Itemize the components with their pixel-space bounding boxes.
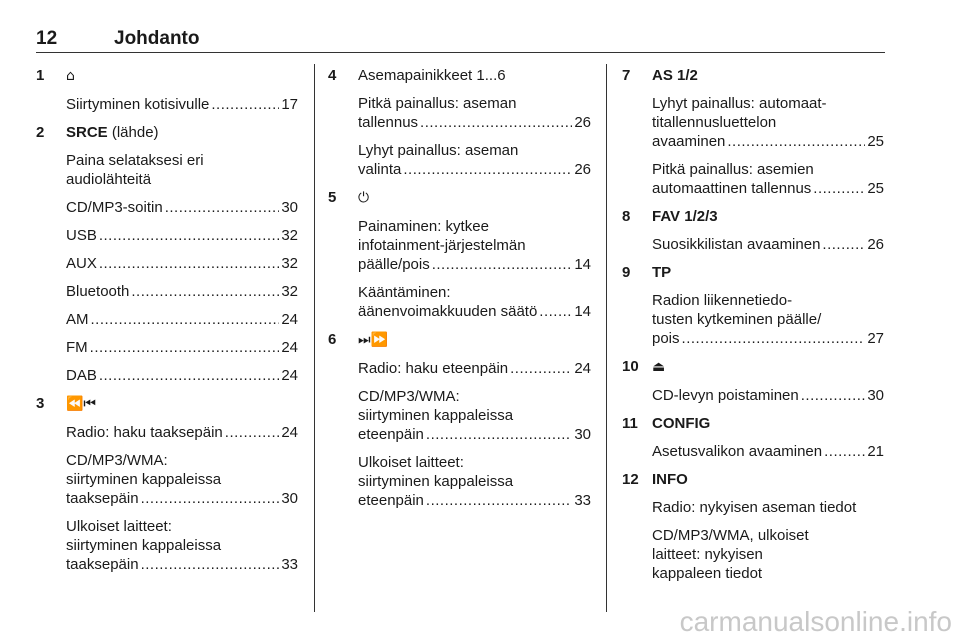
dot-leader (813, 179, 865, 198)
description-entry (358, 453, 591, 510)
control-description: (lähde) (107, 124, 159, 141)
reference-page: 32 (281, 283, 298, 300)
description-entry (652, 291, 884, 348)
page-reference (66, 226, 298, 245)
control-symbol-icon: ⏻ (358, 190, 370, 206)
legend-item (328, 66, 591, 179)
reference-text: päälle/pois (358, 256, 430, 273)
dot-leader (91, 310, 280, 329)
column-2 (328, 66, 591, 519)
description-entry (358, 359, 591, 378)
page-reference (652, 235, 884, 254)
page-reference (358, 359, 591, 378)
page-number: 12 (36, 28, 58, 49)
description-line: CD/MP3/WMA: (358, 388, 460, 405)
page-reference (358, 113, 591, 132)
item-heading (358, 188, 591, 208)
dot-leader (141, 555, 280, 574)
item-number: 1 (36, 67, 45, 84)
dot-leader (682, 329, 866, 348)
reference-page: 26 (574, 161, 591, 178)
control-symbol-icon: ⏪⏮ (66, 396, 97, 412)
reference-page: 24 (281, 367, 298, 384)
description-line: Pitkä painallus: asemien (652, 161, 814, 178)
dot-leader (727, 132, 865, 151)
item-heading (66, 394, 298, 414)
reference-page: 30 (867, 387, 884, 404)
description-line: siirtyminen kappaleissa (358, 473, 514, 490)
description-entry (652, 442, 884, 461)
dot-leader (426, 425, 572, 444)
description-line: audiolähteitä (66, 171, 152, 188)
description-entry (66, 423, 298, 442)
dot-leader (822, 235, 865, 254)
page-reference (652, 386, 884, 405)
column-1 (36, 66, 298, 583)
item-heading (66, 123, 298, 142)
description-line: kappaleen tiedot (652, 565, 763, 582)
control-name: CONFIG (652, 415, 711, 432)
reference-text: Radio: haku eteenpäin (358, 360, 509, 377)
description-line: Kääntäminen: (358, 284, 451, 301)
reference-page: 24 (281, 424, 298, 441)
reference-text: AM (66, 311, 89, 328)
reference-page: 25 (867, 180, 884, 197)
reference-page: 24 (281, 339, 298, 356)
item-number: 6 (328, 331, 337, 348)
reference-text: Bluetooth (66, 283, 130, 300)
page-reference (66, 95, 298, 114)
dot-leader (432, 255, 573, 274)
description-entry (66, 151, 298, 189)
description-entry (66, 282, 298, 301)
reference-page: 30 (281, 490, 298, 507)
item-heading (652, 207, 884, 226)
control-description: Asemapainikkeet 1...6 (358, 67, 506, 84)
page-title: Johdanto (114, 28, 200, 49)
legend-item (622, 414, 884, 461)
reference-text: DAB (66, 367, 97, 384)
description-entry (66, 95, 298, 114)
reference-page: 33 (281, 556, 298, 573)
reference-text: Radio: haku taaksepäin (66, 424, 223, 441)
description-line: infotainment-järjestelmän (358, 237, 526, 254)
legend-item (622, 66, 884, 198)
reference-page: 21 (867, 443, 884, 460)
item-number: 12 (622, 471, 639, 488)
reference-text: CD-levyn poistaminen (652, 387, 799, 404)
control-name: INFO (652, 471, 688, 488)
item-number: 2 (36, 124, 45, 141)
control-symbol-icon: ⌂ (66, 68, 75, 84)
description-entry (358, 141, 591, 179)
page-reference (66, 282, 298, 301)
description-line: Ulkoiset laitteet: (66, 518, 172, 535)
item-number: 7 (622, 67, 631, 84)
page-reference (652, 442, 884, 461)
page-reference (66, 338, 298, 357)
reference-page: 27 (867, 330, 884, 347)
description-entry (652, 94, 884, 151)
reference-page: 32 (281, 255, 298, 272)
reference-text: Suosikkilistan avaaminen (652, 236, 821, 253)
legend-item (36, 123, 298, 385)
description-line: Radion liikennetiedo- (652, 292, 793, 309)
control-name: FAV 1/2/3 (652, 208, 718, 225)
legend-item (36, 394, 298, 574)
dot-leader (225, 423, 280, 442)
reference-page: 33 (574, 492, 591, 509)
description-entry (66, 338, 298, 357)
item-number: 10 (622, 358, 639, 375)
dot-leader (801, 386, 866, 405)
dot-leader (426, 491, 572, 510)
description-entry (358, 283, 591, 321)
description-line: laitteet: nykyisen (652, 546, 763, 563)
legend-item (36, 66, 298, 114)
reference-text: automaattinen tallennus (652, 180, 812, 197)
item-number: 4 (328, 67, 337, 84)
reference-page: 30 (574, 426, 591, 443)
reference-text: pois (652, 330, 680, 347)
description-entry (66, 254, 298, 273)
dot-leader (90, 338, 280, 357)
page-reference (66, 254, 298, 273)
description-line: Paina selataksesi eri (66, 152, 204, 169)
description-line: siirtyminen kappaleissa (66, 471, 222, 488)
description-entry (66, 366, 298, 385)
reference-text: tallennus (358, 114, 419, 131)
item-heading (652, 357, 884, 377)
description-line: Lyhyt painallus: automaat- (652, 95, 827, 112)
item-number: 5 (328, 189, 337, 206)
column-3 (622, 66, 884, 592)
page-reference (358, 491, 591, 510)
description-line: CD/MP3/WMA, ulkoiset (652, 527, 809, 544)
item-heading (652, 263, 884, 282)
description-entry (66, 310, 298, 329)
reference-page: 14 (574, 303, 591, 320)
description-line: Ulkoiset laitteet: (358, 454, 464, 471)
reference-text: äänenvoimakkuuden säätö (358, 303, 538, 320)
description-line: Pitkä painallus: aseman (358, 95, 517, 112)
reference-page: 30 (281, 199, 298, 216)
item-number: 11 (622, 415, 638, 432)
description-entry (652, 498, 884, 517)
watermark: carmanualsonline.info (679, 606, 952, 637)
legend-item (622, 263, 884, 348)
control-name: SRCE (66, 124, 108, 141)
dot-leader (211, 95, 279, 114)
page-reference (358, 160, 591, 179)
dot-leader (420, 113, 572, 132)
description-line: tusten kytkeminen päälle/ (652, 311, 822, 328)
description-entry (66, 517, 298, 574)
description-entry (358, 217, 591, 274)
description-entry (652, 386, 884, 405)
dot-leader (403, 160, 572, 179)
legend-item (328, 330, 591, 510)
reference-page: 26 (867, 236, 884, 253)
page-reference (66, 423, 298, 442)
page-reference (652, 329, 884, 348)
page-reference (652, 132, 884, 151)
item-number: 8 (622, 208, 631, 225)
description-entry (652, 235, 884, 254)
dot-leader (99, 226, 279, 245)
description-line: Radio: nykyisen aseman tiedot (652, 499, 857, 516)
page-reference (66, 555, 298, 574)
dot-leader (99, 254, 279, 273)
reference-text: USB (66, 227, 97, 244)
reference-text: CD/MP3-soitin (66, 199, 163, 216)
reference-page: 17 (281, 96, 298, 113)
reference-text: Asetusvalikon avaaminen (652, 443, 823, 460)
reference-text: FM (66, 339, 88, 356)
dot-leader (141, 489, 280, 508)
item-heading (358, 330, 591, 350)
page-reference (66, 489, 298, 508)
reference-text: avaaminen (652, 133, 726, 150)
page-reference (652, 179, 884, 198)
reference-text: eteenpäin (358, 492, 424, 509)
reference-page: 25 (867, 133, 884, 150)
legend-item (328, 188, 591, 321)
description-line: Lyhyt painallus: aseman (358, 142, 519, 159)
dot-leader (824, 442, 865, 461)
reference-text: taaksepäin (66, 556, 139, 573)
page-reference (358, 302, 591, 321)
reference-text: eteenpäin (358, 426, 424, 443)
description-entry (358, 94, 591, 132)
page-reference (66, 198, 298, 217)
dot-leader (99, 366, 279, 385)
control-symbol-icon: ⏏ (652, 359, 666, 375)
reference-text: taaksepäin (66, 490, 139, 507)
column-divider (606, 64, 607, 612)
control-name: TP (652, 264, 672, 281)
control-symbol-icon: ⏭⏩ (358, 332, 389, 348)
reference-page: 32 (281, 227, 298, 244)
legend-item (622, 357, 884, 405)
item-heading (652, 470, 884, 489)
description-line: CD/MP3/WMA: (66, 452, 168, 469)
description-line: siirtyminen kappaleissa (66, 537, 222, 554)
item-heading (358, 66, 591, 85)
description-entry (66, 226, 298, 245)
column-divider (314, 64, 315, 612)
legend-item (622, 207, 884, 254)
reference-page: 26 (574, 114, 591, 131)
item-number: 9 (622, 264, 631, 281)
reference-text: Siirtyminen kotisivulle (66, 96, 210, 113)
header-rule (36, 52, 885, 53)
control-name: AS 1/2 (652, 67, 698, 84)
description-entry (66, 198, 298, 217)
reference-text: AUX (66, 255, 97, 272)
reference-page: 24 (574, 360, 591, 377)
description-entry (66, 451, 298, 508)
dot-leader (131, 282, 279, 301)
page-reference (66, 310, 298, 329)
description-line: titallennusluettelon (652, 114, 777, 131)
page-reference (358, 255, 591, 274)
reference-text: valinta (358, 161, 402, 178)
legend-item (622, 470, 884, 583)
description-line: Painaminen: kytkee (358, 218, 489, 235)
item-heading (652, 66, 884, 85)
description-entry (358, 387, 591, 444)
dot-leader (165, 198, 280, 217)
dot-leader (539, 302, 572, 321)
page-reference (66, 366, 298, 385)
reference-page: 14 (574, 256, 591, 273)
page-reference (358, 425, 591, 444)
item-heading (652, 414, 884, 433)
item-number: 3 (36, 395, 45, 412)
description-line: siirtyminen kappaleissa (358, 407, 514, 424)
description-entry (652, 526, 884, 583)
dot-leader (510, 359, 572, 378)
item-heading (66, 66, 298, 86)
reference-page: 24 (281, 311, 298, 328)
description-entry (652, 160, 884, 198)
